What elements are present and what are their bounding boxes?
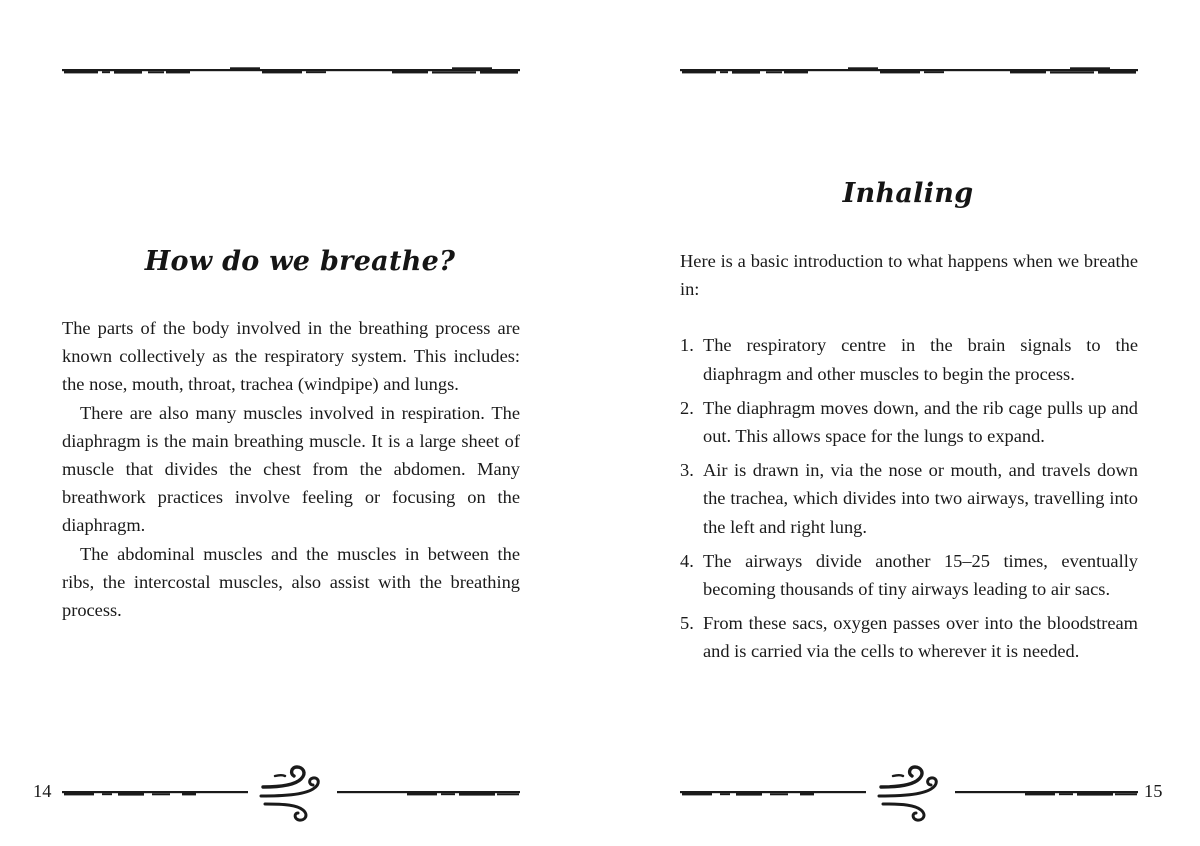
footer-rule-right	[337, 789, 520, 797]
list-item: 4. The airways divide another 15–25 times, eventually becoming thousands of tiny airways leading to air sacs.	[680, 550, 1138, 600]
list-item: 3. Air is drawn in, via the nose or mouth, and travels down the trachea, which divides into two airways, travelling into the left and right lung.	[680, 460, 1138, 537]
header-rule	[62, 67, 520, 75]
paragraph: The parts of the body involved in the breathing process are known collectively as the respiratory system. This includes: the nose, mouth, throat, trachea (windpipe) and lungs.	[62, 318, 520, 395]
paragraph: The abdominal muscles and the muscles in between the ribs, the intercostal muscles, also assist with the breathing process.	[62, 543, 520, 621]
page-heading: How do we breathe?	[144, 246, 456, 277]
body-text	[680, 247, 1138, 672]
intro-paragraph: Here is a basic introduction to what happens when we breathe in:	[680, 251, 1138, 300]
paragraph: There are also many muscles involved in respiration. The diaphragm is the main breathing muscle. It is a large sheet of muscle that divides the chest from the abdomen. Many breathwork practices involve feeling or focusing on the diaphragm.	[62, 402, 520, 536]
footer-rule-left	[680, 789, 866, 797]
header-rule	[680, 67, 1138, 75]
wind-swirl-icon	[259, 763, 325, 828]
wind-swirl-icon	[877, 763, 943, 828]
body-text	[62, 314, 520, 624]
list-item: 2. The diaphragm moves down, and the rib cage pulls up and out. This allows space for the lungs to expand.	[680, 397, 1138, 447]
page-number: 15	[1144, 781, 1163, 801]
list-item: 5. From these sacs, oxygen passes over into the bloodstream and is carried via the cells to wherever it is needed.	[680, 613, 1138, 662]
page-number: 14	[33, 781, 52, 801]
page-heading: Inhaling	[842, 178, 974, 209]
right-page	[600, 0, 1200, 846]
steps-list	[680, 331, 1138, 665]
footer-rule-right	[955, 789, 1138, 797]
list-item: 1. The respiratory centre in the brain signals to the diaphragm and other muscles to begin the process.	[680, 335, 1138, 384]
footer-rule-left	[62, 789, 248, 797]
